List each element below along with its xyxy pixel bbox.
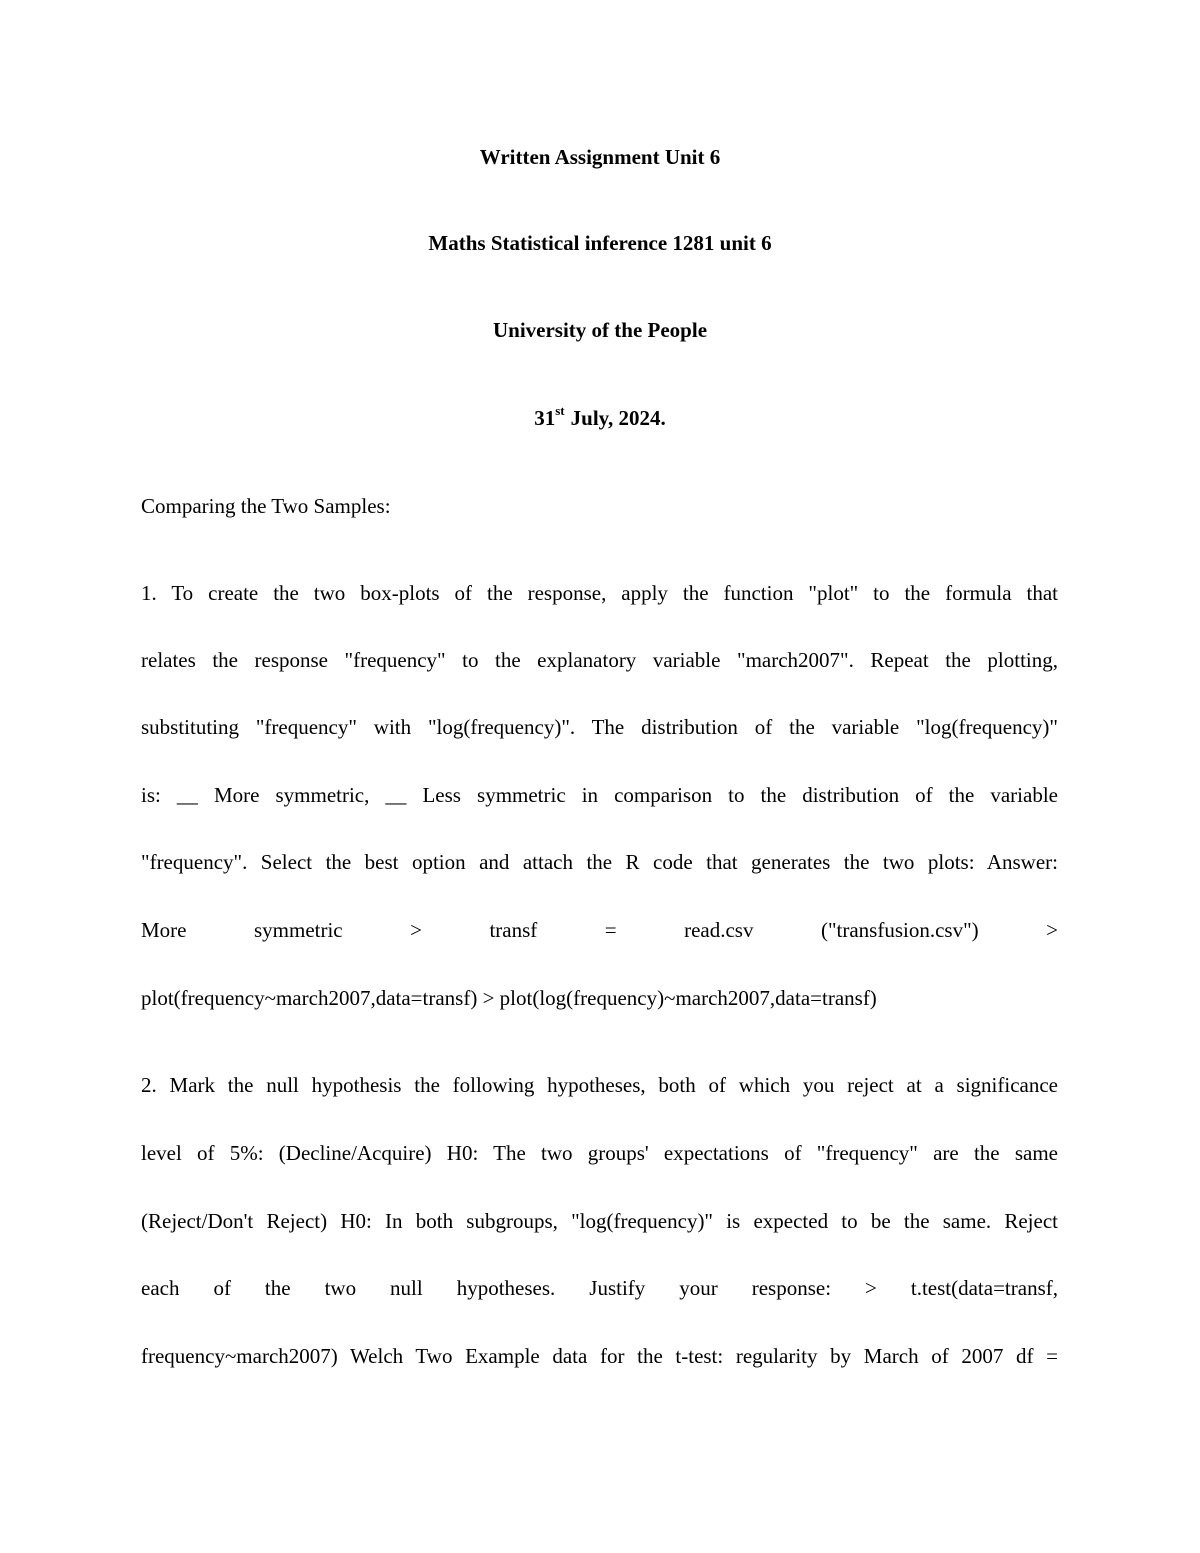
q1-line-2: relates the response "frequency" to the explanatory variable "march2007". Repeat the plotting, (141, 648, 1058, 672)
submission-date (0, 404, 1200, 432)
section-heading: Comparing the Two Samples: (141, 494, 391, 518)
q1-line-3: substituting "frequency" with "log(frequency)". The distribution of the variable "log(frequency)" (141, 715, 1058, 739)
q2-line-4: each of the two null hypotheses. Justify your response: > t.test(data=transf, (141, 1276, 1058, 1300)
document-title: Written Assignment Unit 6 (479, 145, 721, 169)
q2-line-2: level of 5%: (Decline/Acquire) H0: The two groups' expectations of "frequency" are the same (141, 1141, 1058, 1165)
q1-line-5: "frequency". Select the best option and attach the R code that generates the two plots: Answer: (141, 850, 1058, 874)
course-name: Maths Statistical inference 1281 unit 6 (428, 231, 772, 255)
institution-name: University of the People (492, 318, 708, 342)
q1-line-1: 1. To create the two box-plots of the response, apply the function "plot" to the formula that (141, 581, 1058, 605)
q1-line-4: is: __ More symmetric, __ Less symmetric in comparison to the distribution of the variable (141, 783, 1058, 807)
q2-line-5: frequency~march2007) Welch Two Example data for the t-test: regularity by March of 2007 df = (141, 1344, 1058, 1368)
q1-line-6: More symmetric > transf = read.csv ("transfusion.csv") > (141, 918, 1058, 942)
q1-line-7: plot(frequency~march2007,data=transf) > plot(log(frequency)~march2007,data=transf) (141, 986, 877, 1010)
q2-line-1: 2. Mark the null hypothesis the following hypotheses, both of which you reject at a significance (141, 1073, 1058, 1097)
date-month-year: July, 2024. (570, 406, 666, 430)
date-ordinal-suffix: st (555, 403, 565, 418)
date-day: 31 (534, 406, 556, 430)
q2-line-3: (Reject/Don't Reject) H0: In both subgroups, "log(frequency)" is expected to be the same. Reject (141, 1209, 1058, 1233)
